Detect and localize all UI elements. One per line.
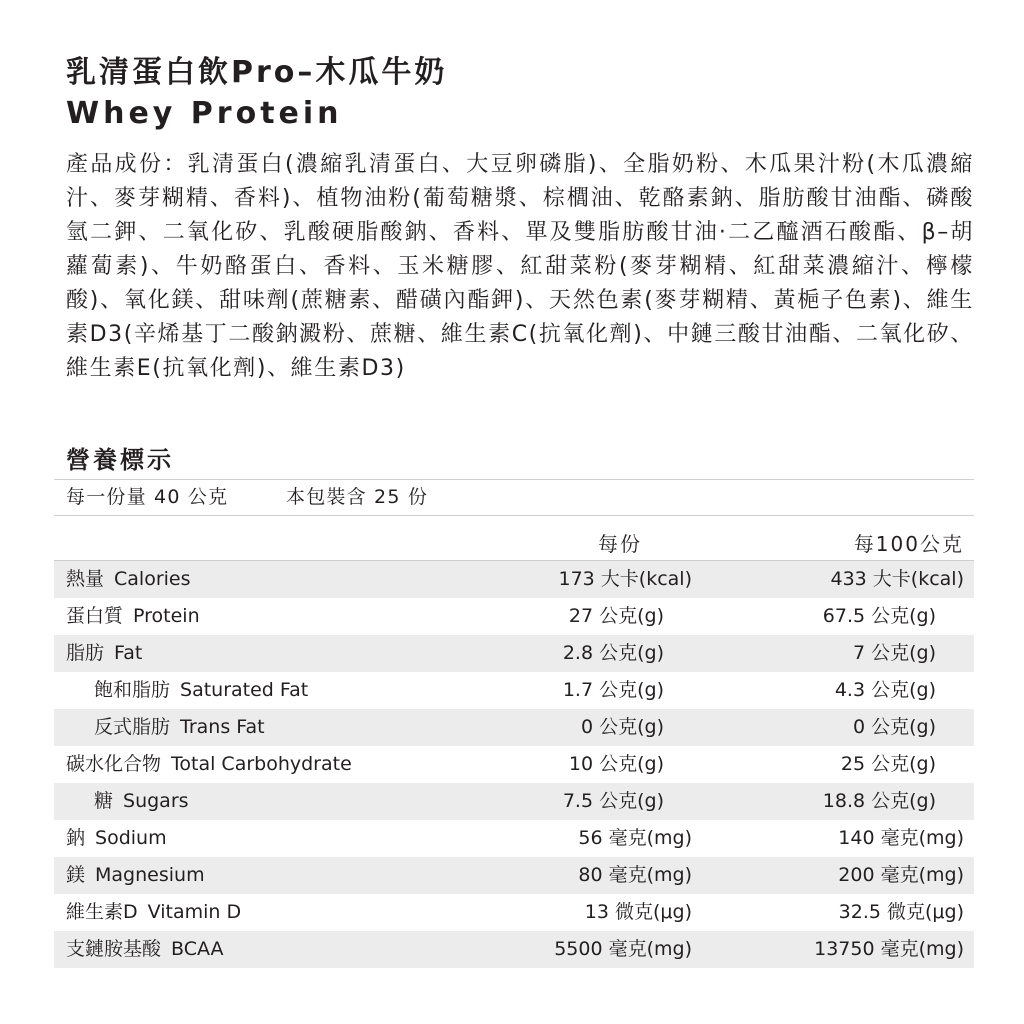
nutrient-name-zh: 反式脂肪 bbox=[94, 716, 171, 738]
value-per-serving: 13 微克(μg) bbox=[584, 901, 692, 923]
value-per-serving: 27 公克(g) bbox=[568, 605, 664, 627]
nutrient-name-zh: 脂肪 bbox=[66, 642, 105, 664]
nutrient-name-zh: 熱量 bbox=[66, 568, 105, 590]
table-row bbox=[54, 931, 974, 968]
nutrient-name-en: Fat bbox=[114, 642, 143, 664]
nutrient-name-en: Sugars bbox=[123, 790, 189, 812]
nutrient-name-en: Saturated Fat bbox=[180, 679, 309, 701]
table-header bbox=[54, 522, 974, 561]
nutrient-name-zh: 蛋白質 bbox=[66, 605, 124, 627]
value-per-100g: 140 毫克(mg) bbox=[838, 827, 964, 849]
value-per-100g: 67.5 公克(g) bbox=[822, 605, 936, 627]
value-per-serving: 0 公克(g) bbox=[580, 716, 664, 738]
nutrient-name-zh: 鎂 bbox=[66, 864, 86, 886]
ingredients-text: 產品成份：乳清蛋白(濃縮乳清蛋白、大豆卵磷脂)、全脂奶粉、木瓜果汁粉(木瓜濃縮汁、麥芽糊精、香料)、植物油粉(葡萄糖漿、棕櫚油、乾酪素鈉、脂肪酸甘油酯、磷酸氫二鉀、二氧化矽、乳酸硬脂酸鈉、香料、單及雙脂肪酸甘油·二乙醯酒石酸酯、β–胡蘿蔔素)、牛奶酪蛋白、香料、玉米糖膠、紅甜菜粉(麥芽糊精、紅甜菜濃縮汁、檸檬酸)、氧化鎂、甜味劑(蔗糖素、醋磺內酯鉀)、天然色素(麥芽糊精、黃梔子色素)、維生素D3(辛烯基丁二酸鈉澱粉、蔗糖、維生素C(抗氧化劑)、中鏈三酸甘油酯、二氧化矽、維生素E(抗氧化劑)、維生素D3) bbox=[66, 152, 974, 381]
table-row bbox=[54, 783, 974, 820]
nutrient-name-zh: 糖 bbox=[94, 790, 114, 812]
column-header-per-100g: 每100公克 bbox=[853, 532, 964, 556]
nutrient-name-en: Protein bbox=[133, 605, 200, 627]
nutrient-name-en: Vitamin D bbox=[147, 901, 242, 923]
column-header-per-serving: 每份 bbox=[598, 532, 642, 556]
value-per-100g: 32.5 微克(μg) bbox=[838, 901, 964, 923]
value-per-serving: 1.7 公克(g) bbox=[562, 679, 664, 701]
value-per-serving: 56 毫克(mg) bbox=[578, 827, 692, 849]
value-per-serving: 7.5 公克(g) bbox=[562, 790, 664, 812]
nutrient-name-zh: 鈉 bbox=[66, 827, 86, 849]
table-row bbox=[54, 561, 974, 598]
value-per-100g: 0 公克(g) bbox=[852, 716, 936, 738]
serving-size: 每一份量 40 公克 bbox=[66, 486, 229, 508]
table-row bbox=[54, 857, 974, 894]
value-per-100g: 7 公克(g) bbox=[852, 642, 936, 664]
nutrient-name-zh: 支鏈胺基酸 bbox=[66, 938, 162, 960]
nutrient-name-zh: 飽和脂肪 bbox=[94, 679, 171, 701]
nutrient-name-en: Trans Fat bbox=[180, 716, 265, 738]
value-per-100g: 200 毫克(mg) bbox=[838, 864, 964, 886]
table-row bbox=[54, 672, 974, 709]
value-per-serving: 2.8 公克(g) bbox=[562, 642, 664, 664]
servings-per-pack: 本包裝含 25 份 bbox=[286, 486, 429, 508]
value-per-100g: 433 大卡(kcal) bbox=[830, 568, 964, 590]
nutrition-heading: 營養標示 bbox=[66, 446, 174, 474]
table-row bbox=[54, 746, 974, 783]
product-label bbox=[66, 52, 974, 960]
nutrient-name-en: BCAA bbox=[171, 938, 224, 960]
value-per-100g: 4.3 公克(g) bbox=[834, 679, 936, 701]
table-row bbox=[54, 598, 974, 635]
nutrient-name-en: Sodium bbox=[95, 827, 167, 849]
value-per-100g: 25 公克(g) bbox=[840, 753, 936, 775]
value-per-serving: 5500 毫克(mg) bbox=[554, 938, 692, 960]
value-per-serving: 173 大卡(kcal) bbox=[558, 568, 692, 590]
table-row bbox=[54, 820, 974, 857]
value-per-serving: 10 公克(g) bbox=[568, 753, 664, 775]
product-title: 乳清蛋白飲Pro–木瓜牛奶 bbox=[66, 55, 448, 90]
nutrient-name-en: Calories bbox=[114, 568, 191, 590]
product-subtitle: Whey Protein bbox=[66, 96, 343, 131]
nutrition-table bbox=[54, 522, 974, 968]
nutrient-name-en: Total Carbohydrate bbox=[171, 753, 352, 775]
table-row bbox=[54, 635, 974, 672]
value-per-serving: 80 毫克(mg) bbox=[578, 864, 692, 886]
table-row bbox=[54, 709, 974, 746]
serving-info bbox=[54, 479, 974, 516]
value-per-100g: 13750 毫克(mg) bbox=[814, 938, 964, 960]
value-per-100g: 18.8 公克(g) bbox=[822, 790, 936, 812]
nutrient-name-en: Magnesium bbox=[95, 864, 205, 886]
nutrient-name-zh: 碳水化合物 bbox=[66, 753, 162, 775]
table-row bbox=[54, 894, 974, 931]
nutrient-name-zh: 維生素D bbox=[66, 901, 138, 923]
